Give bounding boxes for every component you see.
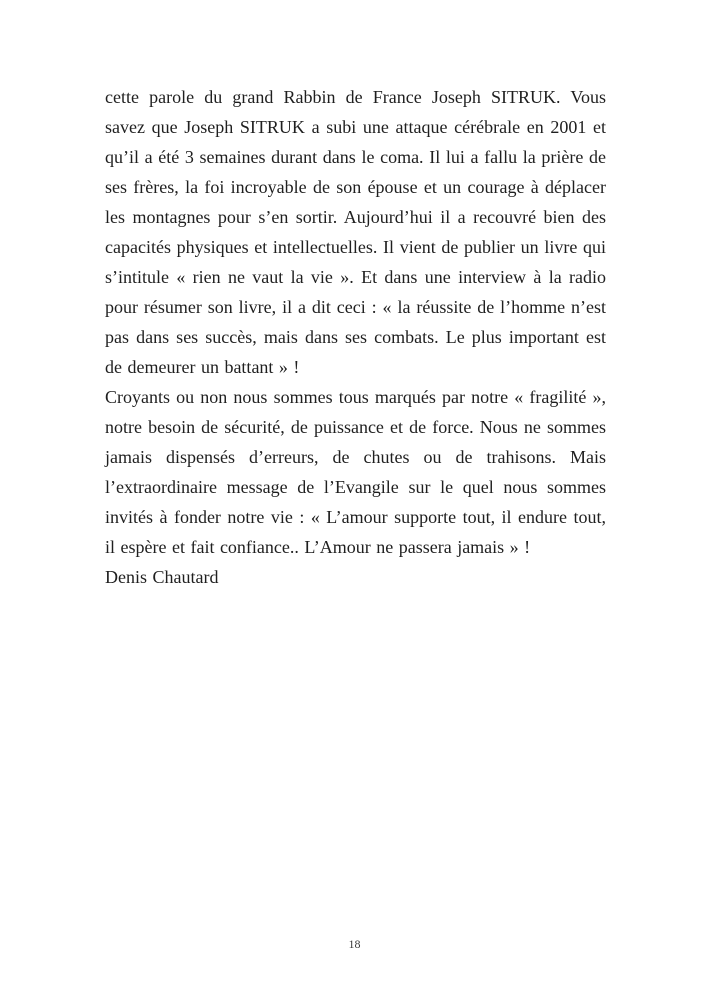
- text-block: [105, 82, 606, 592]
- paragraph-2: Croyants ou non nous sommes tous marqués par notre « fragilité », notre besoin de sécurité, de puissance et de force. Nous ne sommes jamais dispensés d’erreurs, de chutes ou de trahisons. Mais l’extraordinaire message de l’Evangile sur le quel nous sommes invités à fonder notre vie : « L’amour supporte tout, il endure tout, il espère et fait confiance.. L’Amour ne passera jamais » !: [105, 387, 606, 557]
- page-number: 18: [348, 937, 361, 951]
- author-signature: Denis Chautard: [105, 567, 219, 587]
- paragraph-1: cette parole du grand Rabbin de France Joseph SITRUK. Vous savez que Joseph SITRUK a subi une attaque cérébrale en 2001 et qu’il a été 3 semaines durant dans le coma. Il lui a fallu la prière de ses frères, la foi incroyable de son épouse et un courage à déplacer les montagnes pour s’en sortir. Aujourd’hui il a recouvré bien des capacités physiques et intellectuelles. Il vient de publier un livre qui s’intitule « rien ne vaut la vie ». Et dans une interview à la radio pour résumer son livre, il a dit ceci : « la réussite de l’homme n’est pas dans ses succès, mais dans ses combats. Le plus important est de demeurer un battant » !: [105, 87, 606, 377]
